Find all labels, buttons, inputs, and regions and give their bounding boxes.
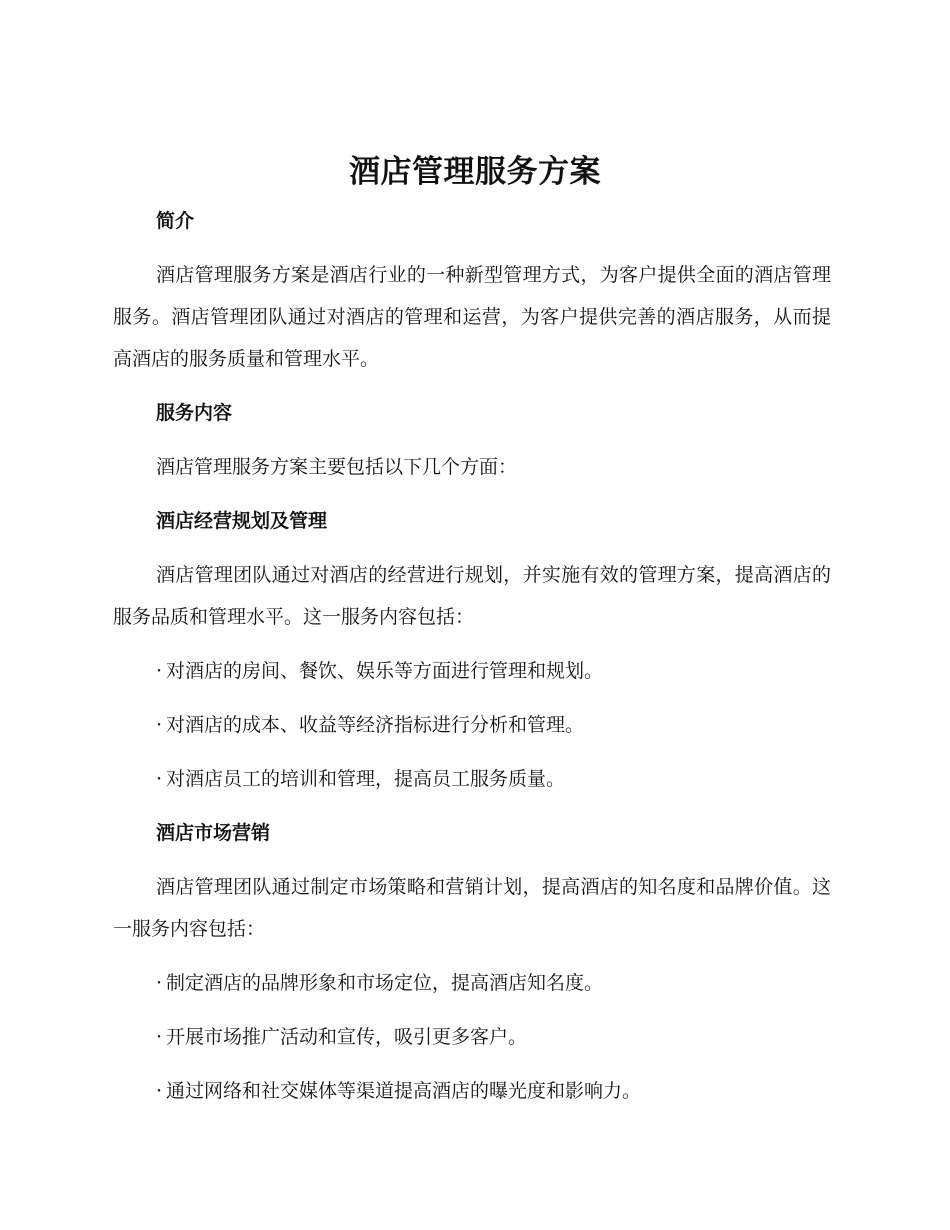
bullet-icon: · — [156, 972, 163, 994]
list-item-text: 对酒店的房间、餐饮、娱乐等方面进行管理和规划。 — [166, 660, 604, 682]
bullet-icon: · — [156, 1080, 163, 1102]
bullet-icon: · — [156, 768, 163, 790]
list-item-text: 对酒店的成本、收益等经济指标进行分析和管理。 — [166, 714, 585, 736]
services-paragraph: 酒店管理服务方案主要包括以下几个方面： — [156, 456, 518, 478]
bullet-icon: · — [156, 714, 163, 736]
list-item-text: 开展市场推广活动和宣传，吸引更多客户。 — [166, 1026, 528, 1048]
document-body — [113, 200, 831, 1124]
list-item — [113, 962, 831, 1004]
bullet-icon: · — [156, 1026, 163, 1048]
section-heading-marketing: 酒店市场营销 — [156, 822, 271, 844]
list-item-text: 对酒店员工的培训和管理，提高员工服务质量。 — [166, 768, 566, 790]
list-item — [113, 758, 831, 800]
section-heading-intro: 简介 — [156, 210, 195, 232]
section-heading-planning: 酒店经营规划及管理 — [156, 510, 328, 532]
list-item — [113, 650, 831, 692]
list-item — [113, 1070, 831, 1112]
planning-paragraph: 酒店管理团队通过对酒店的经营进行规划，并实施有效的管理方案，提高酒店的服务品质和管理水平。这一服务内容包括： — [113, 564, 831, 628]
list-item — [113, 1016, 831, 1058]
list-item — [113, 704, 831, 746]
bullet-icon: · — [156, 660, 163, 682]
marketing-paragraph: 酒店管理团队通过制定市场策略和营销计划，提高酒店的知名度和品牌价值。这一服务内容包括： — [113, 876, 831, 940]
document-title: 酒店管理服务方案 — [349, 154, 601, 190]
list-item-text: 通过网络和社交媒体等渠道提高酒店的曝光度和影响力。 — [166, 1080, 642, 1102]
intro-paragraph: 酒店管理服务方案是酒店行业的一种新型管理方式，为客户提供全面的酒店管理服务。酒店管理团队通过对酒店的管理和运营，为客户提供完善的酒店服务，从而提高酒店的服务质量和管理水平。 — [113, 264, 831, 370]
list-item-text: 制定酒店的品牌形象和市场定位，提高酒店知名度。 — [166, 972, 604, 994]
section-heading-services: 服务内容 — [156, 402, 233, 424]
